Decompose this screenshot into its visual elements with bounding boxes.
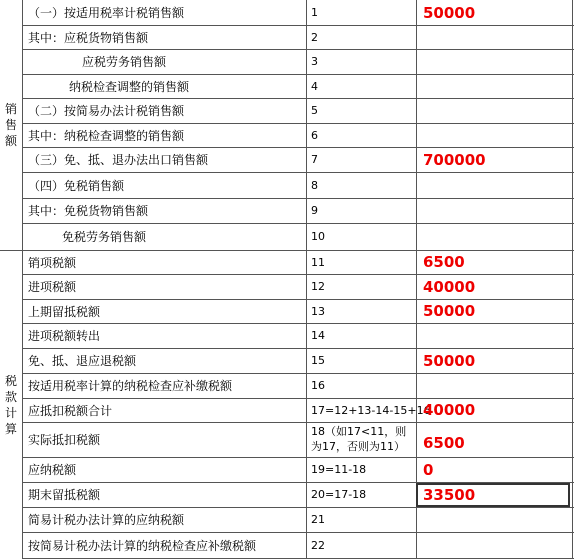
selected-cell-outline [416,483,570,507]
column-number[interactable]: 12 [311,280,325,293]
row-label[interactable]: （一）按适用税率计税销售额 [28,6,185,20]
amount-cell[interactable] [417,74,574,98]
row-label[interactable]: （二）按简易办法计税销售额 [28,104,185,118]
row-label[interactable]: 按适用税率计算的纳税检查应补缴税额 [28,379,233,393]
column-number[interactable]: 5 [311,104,318,117]
amount-cell[interactable]: 6500 [423,433,465,452]
row-label[interactable]: 应抵扣税额合计 [28,403,113,418]
amount-cell[interactable] [417,98,574,123]
row-label[interactable]: 免税劳务销售额 [62,230,147,244]
row-label[interactable]: 进项税额转出 [28,329,101,343]
column-number[interactable]: 17=12+13-14-15+16 [311,403,431,417]
amount-cell[interactable]: 0 [423,460,434,479]
amount-cell[interactable]: 50000 [423,3,476,22]
row-label[interactable]: 按简易计税办法计算的纳税检查应补缴税额 [28,538,257,553]
row-label[interactable]: 应纳税额 [28,463,77,477]
row-label[interactable]: 实际抵扣税额 [28,433,101,447]
row-label[interactable]: 上期留抵税额 [28,304,101,319]
grid-line [22,0,23,559]
amount-cell[interactable]: 40000 [423,401,476,419]
column-number[interactable]: 20=17-18 [311,488,367,501]
column-number[interactable]: 18（如17<11，则为17，否则为11） [311,425,407,453]
column-number[interactable]: 13 [311,304,325,318]
column-number[interactable]: 2 [311,30,318,44]
column-number[interactable]: 14 [311,329,325,342]
row-label[interactable]: 其中：纳税检查调整的销售额 [28,128,185,143]
amount-cell[interactable] [417,198,574,223]
row-label[interactable]: 期末留抵税额 [28,488,101,502]
row-label[interactable]: 免、抵、退应退税额 [28,354,137,368]
section-sales-label: 销 售 额 [4,102,17,148]
amount-cell[interactable] [417,507,574,532]
row-label[interactable]: 进项税额 [28,280,77,294]
amount-cell[interactable]: 33500 [423,485,476,504]
row-label[interactable]: 纳税检查调整的销售额 [69,79,190,94]
column-number[interactable]: 1 [311,6,318,19]
amount-cell[interactable] [417,223,574,250]
column-number[interactable]: 7 [311,153,318,166]
amount-cell[interactable] [417,25,574,49]
column-number[interactable]: 9 [311,204,318,217]
column-number[interactable]: 4 [311,79,318,93]
column-number[interactable]: 10 [311,230,325,243]
grid-line [306,0,307,559]
column-number[interactable]: 11 [311,255,325,269]
column-number[interactable]: 21 [311,513,325,526]
column-number[interactable]: 8 [311,178,318,192]
row-label[interactable]: 简易计税办法计算的应纳税额 [28,513,185,527]
amount-cell[interactable] [417,172,574,198]
amount-cell[interactable]: 700000 [423,150,486,169]
row-label[interactable]: 应税劳务销售额 [82,55,167,69]
row-label[interactable]: 其中：免税货物销售额 [28,204,149,218]
row-label[interactable]: （三）免、抵、退办法出口销售额 [28,153,209,167]
column-number[interactable]: 16 [311,379,325,392]
column-number[interactable]: 3 [311,55,318,68]
amount-cell[interactable]: 40000 [423,277,476,296]
amount-cell[interactable] [417,373,574,398]
amount-cell[interactable]: 50000 [423,302,476,320]
row-label[interactable]: （四）免税销售额 [28,178,125,193]
section-tax-calc-label: 税 款 计 算 [4,373,17,436]
amount-cell[interactable] [417,532,574,558]
row-label[interactable]: 其中：应税货物销售额 [28,30,149,45]
amount-cell[interactable] [417,49,574,74]
amount-cell[interactable] [417,123,574,147]
column-number[interactable]: 19=11-18 [311,463,367,476]
amount-cell[interactable]: 6500 [423,253,465,271]
row-label[interactable]: 销项税额 [28,255,77,270]
column-number[interactable]: 22 [311,538,325,552]
amount-cell[interactable]: 50000 [423,351,476,370]
column-number[interactable]: 6 [311,128,318,142]
amount-cell[interactable] [417,323,574,348]
column-number[interactable]: 15 [311,354,325,367]
